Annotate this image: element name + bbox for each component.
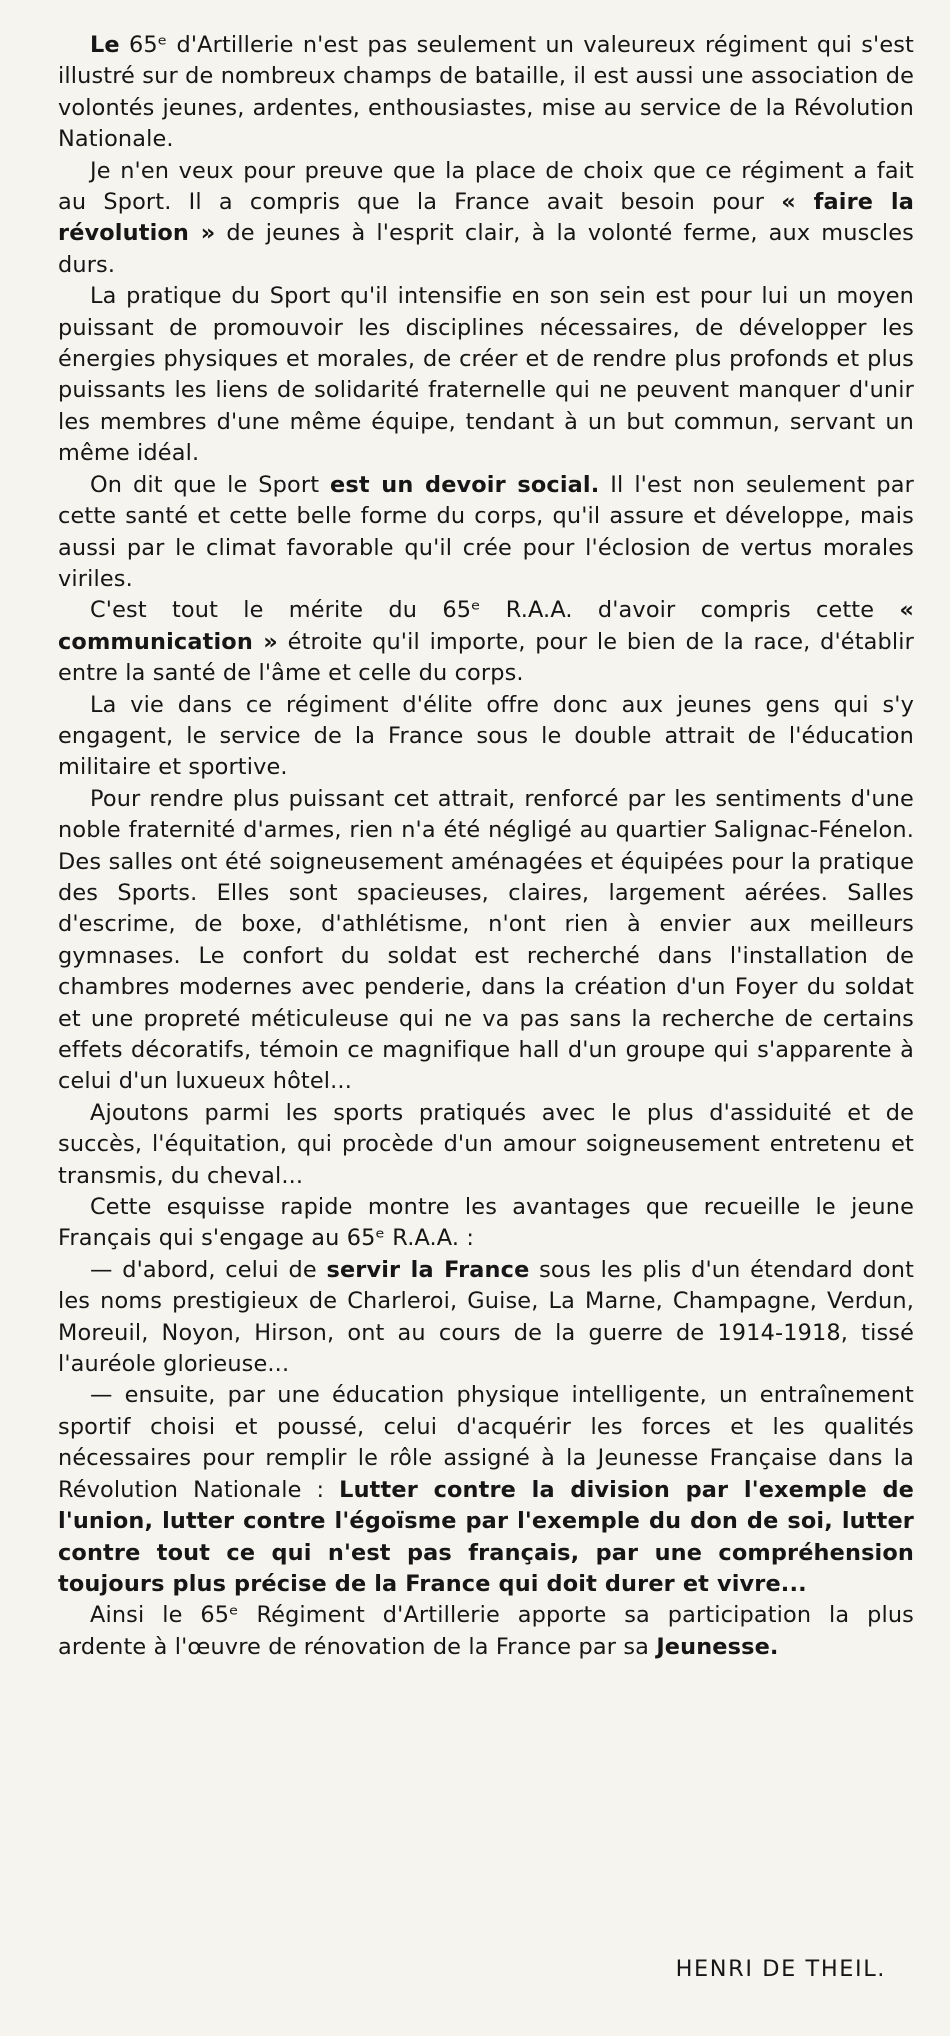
paragraph-text: sous les plis d'un étendard dont les noms prestigieux de Charleroi, Guise, La Marne, Champagne, Verdun, Moreuil, Noyon, Hirson, ont au cours de la guerre de 1914-1918, tissé l'auréole glorieuse... (58, 1256, 914, 1378)
paragraph-6: La vie dans ce régiment d'élite offre donc aux jeunes gens qui s'y engagent, le service de la France sous le double attrait de l'éducation militaire et sportive. (58, 691, 914, 781)
paragraph-text: C'est tout le mérite du 65ᵉ R.A.A. d'avoir compris cette (90, 597, 900, 624)
paragraph-4 (58, 470, 914, 596)
bold-phrase: « faire la révolution » (58, 189, 915, 247)
bold-lead: Le (90, 32, 120, 58)
paragraph-8: Ajoutons parmi les sports pratiqués avec le plus d'assiduité et de succès, l'équitation, qui procède d'un amour soigneusement entretenu et transmis, du cheval... (58, 1099, 914, 1189)
paragraph-text: Il l'est non seulement par cette santé et cette belle forme du corps, qu'il assure et développe, mais aussi par le climat favorable qu'il crée pour l'éclosion de vertus morales viriles. (58, 471, 914, 592)
paragraph-1 (58, 30, 914, 156)
paragraph-12 (58, 1600, 914, 1663)
bold-phrase: Lutter contre la division par l'exemple de l'union, lutter contre l'égoïsme par l'exemple du don de soi, lutter contre tout ce qui n'est pas français, par une compréhension toujours plus précise de la France qui doit durer et vivre... (58, 1476, 914, 1597)
paragraph-3: La pratique du Sport qu'il intensifie en son sein est pour lui un moyen puissant de promouvoir les disciplines nécessaires, de développer les énergies physiques et morales, de créer et de rendre plus profonds et plus puissants les liens de solidarité fraternelle qui ne peuvent manquer d'unir les membres d'une même équipe, tendant à un but commun, servant un même idéal. (58, 283, 914, 467)
paragraph-10 (58, 1255, 914, 1381)
author-signature: HENRI DE THEIL. (675, 1956, 886, 1982)
paragraph-5 (58, 595, 914, 689)
article-body (58, 30, 914, 1663)
bold-phrase: Jeunesse. (656, 1633, 779, 1660)
paragraph-text: — ensuite, par une éducation physique intelligente, un entraînement sportif choisi et poussé, celui d'acquérir les forces et les qualités nécessaires pour remplir le rôle assigné à la Jeunesse Française dans la Révolution Nationale : (58, 1382, 914, 1503)
bold-phrase: est un devoir social. (330, 471, 600, 498)
bold-phrase: « communication » (58, 597, 914, 655)
paragraph-text: Je n'en veux pour preuve que la place de choix que ce régiment a fait au Sport. Il a compris que la France avait besoin pour (58, 157, 914, 216)
paragraph-text: de jeunes à l'esprit clair, à la volonté ferme, aux muscles durs. (58, 220, 914, 278)
bold-phrase: servir la France (326, 1256, 530, 1283)
paragraph-11 (58, 1380, 914, 1600)
paragraph-text: On dit que le Sport (90, 471, 331, 498)
paragraph-9: Cette esquisse rapide montre les avantages que recueille le jeune Français qui s'engage au 65ᵉ R.A.A. : (58, 1194, 914, 1252)
paragraph-7: Pour rendre plus puissant cet attrait, renforcé par les sentiments d'une noble fraternité d'armes, rien n'a été négligé au quartier Salignac-Fénelon. Des salles ont été soigneusement aménagées et équipées pour la pratique des Sports. Elles sont spacieuses, claires, largement aérées. Salles d'escrime, de boxe, d'athlétisme, n'ont rien à envier aux meilleurs gymnases. Le confort du soldat est recherché dans l'installation de chambres modernes avec penderie, dans la création d'un Foyer du soldat et une propreté méticuleuse qui ne va pas sans la recherche de certains effets décoratifs, témoin ce magnifique hall d'un groupe qui s'apparente à celui d'un luxueux hôtel... (58, 785, 914, 1095)
paragraph-text: 65ᵉ d'Artillerie n'est pas seulement un valeureux régiment qui s'est illustré sur de nombreux champs de bataille, il est aussi une association de volontés jeunes, ardentes, enthousiastes, mise au service de la Révolution Nationale. (58, 32, 914, 153)
paragraph-text: étroite qu'il importe, pour le bien de la race, d'établir entre la santé de l'âme et celle du corps. (58, 628, 914, 687)
paragraph-2 (58, 156, 914, 282)
paragraph-text: Ainsi le 65ᵉ Régiment d'Artillerie apporte sa participation la plus ardente à l'œuvre de rénovation de la France par sa (58, 1602, 914, 1660)
paragraph-text: — d'abord, celui de (90, 1256, 327, 1283)
